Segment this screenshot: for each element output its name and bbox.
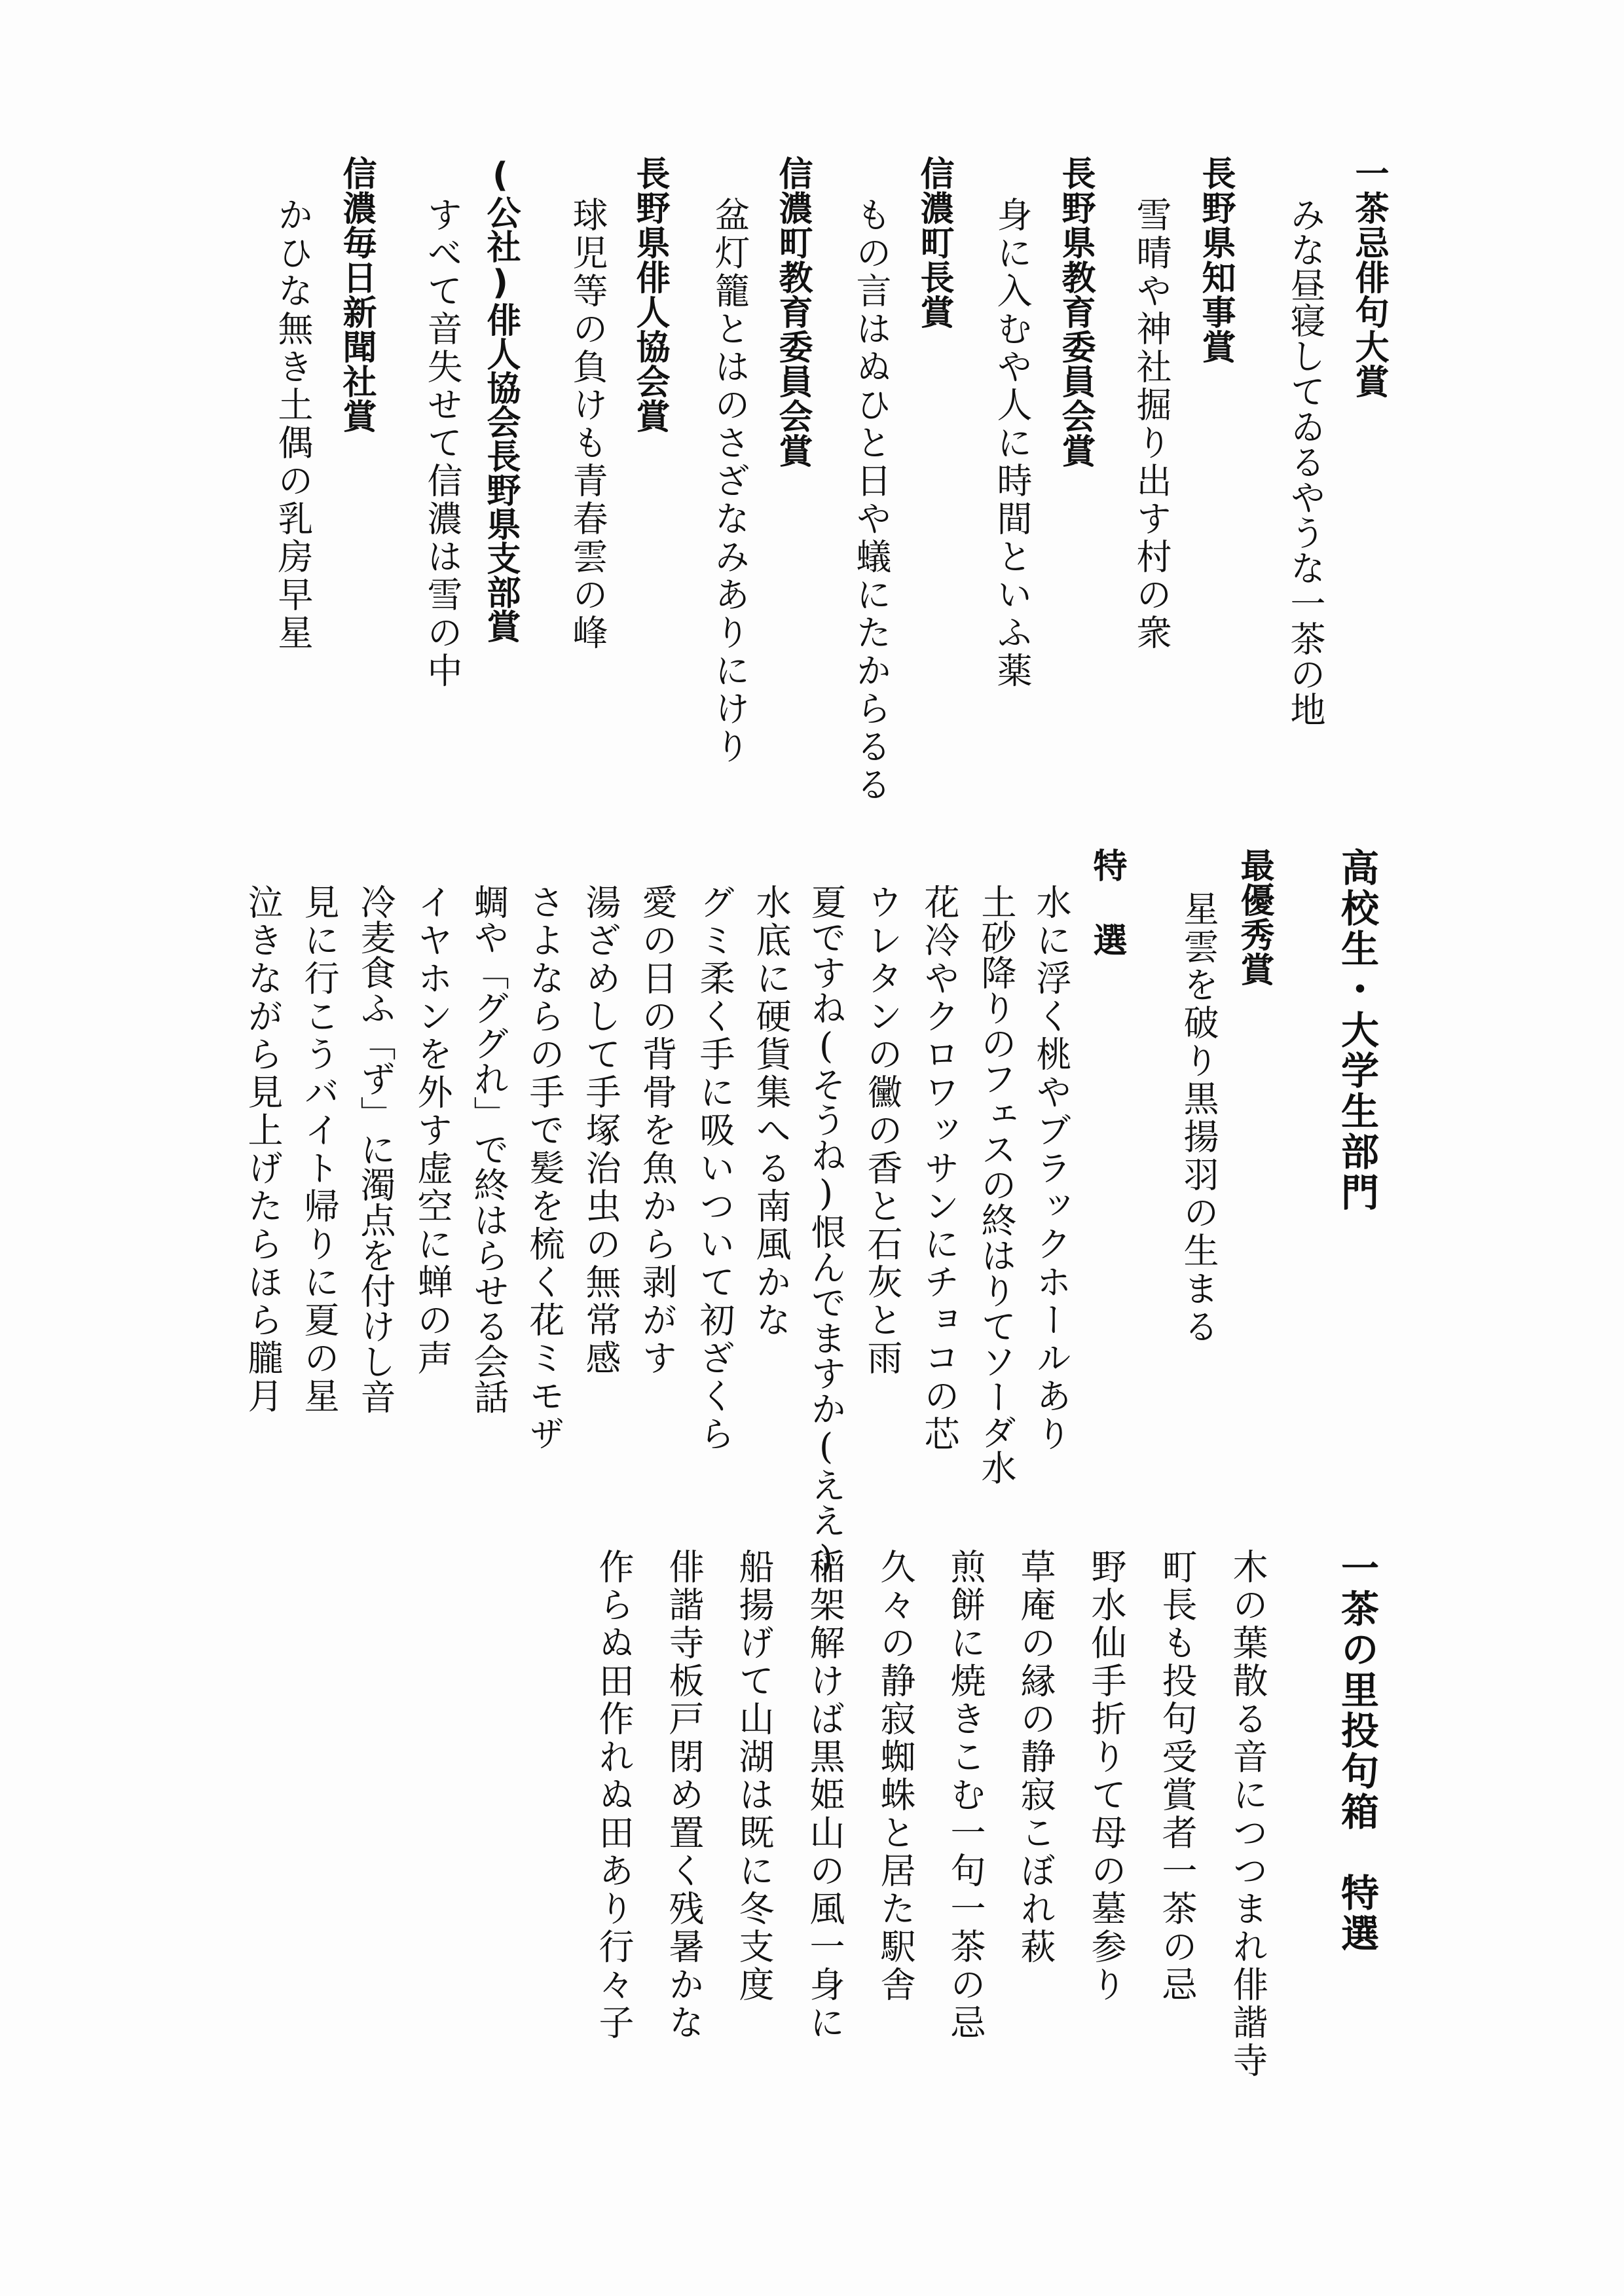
award-title: (公社)俳人協会長野県支部賞 <box>481 156 520 643</box>
haiku-line: イヤホンを外す虚空に蝉の声 <box>412 884 453 1377</box>
haiku-line: 野水仙手折りて母の墓参り <box>1086 1548 1127 2004</box>
haiku-line: 久々の静寂蜘蛛と居た駅舎 <box>875 1548 916 2004</box>
haiku-line: 水底に硬貨集へる南風かな <box>750 884 792 1339</box>
haiku-line: 冷麦食ふ「ず」に濁点を付けし音 <box>355 884 396 1414</box>
haiku-line: 愛の日の背骨を魚から剥がす <box>637 884 678 1377</box>
section-title: 一茶の里投句箱 特選 <box>1335 1548 1379 1954</box>
haiku-line: 水に浮く桃やブラックホールあり <box>1031 884 1072 1453</box>
award-title: 最優秀賞 <box>1234 848 1274 987</box>
award-haiku: 身に入むや人に時間といふ薬 <box>991 196 1033 690</box>
haiku-line: 稲架解けば黒姫山の風一身に <box>804 1548 845 2042</box>
award-haiku: かひな無き土偶の乳房早星 <box>272 196 314 652</box>
award-title: 信濃町長賞 <box>914 156 953 329</box>
award-haiku: 雪晴や神社掘り出す村の衆 <box>1131 196 1172 652</box>
award-title: 長野県知事賞 <box>1196 156 1235 364</box>
haiku-line: 土砂降りのフェスの終はりてソーダ水 <box>976 884 1017 1485</box>
haiku-line: 木の葉散る音につつまれ俳諧寺 <box>1227 1548 1268 2080</box>
award-haiku: すべて音失せて信濃は雪の中 <box>422 196 463 690</box>
section-title: 高校生・大学生部門 <box>1335 848 1379 1213</box>
haiku-line: 見に行こうバイト帰りに夏の星 <box>299 884 340 1415</box>
special-selection-label: 特 選 <box>1087 848 1126 957</box>
award-haiku: 盆灯籠とはのさざなみありにけり <box>709 196 750 766</box>
award-haiku: みな昼寝してゐるやうな一茶の地 <box>1285 196 1326 727</box>
haiku-line: 煎餅に焼きこむ一句一茶の忌 <box>945 1548 986 2042</box>
haiku-line: 作らぬ田作れぬ田あり行々子 <box>593 1548 635 2042</box>
haiku-line: ウレタンの黴の香と石灰と雨 <box>862 884 903 1377</box>
haiku-line: グミ柔く手に吸いついて初ざくら <box>694 884 735 1453</box>
haiku-line: 夏ですね(そうね)恨んでますか(ええ) <box>805 884 847 1579</box>
haiku-line: 花冷やクロワッサンにチョコの芯 <box>919 884 960 1453</box>
award-title: 信濃毎日新聞社賞 <box>337 156 376 433</box>
haiku-line: 草庵の縁の静寂こぼれ萩 <box>1015 1548 1056 1966</box>
award-title: 長野県教育委員会賞 <box>1056 156 1095 468</box>
award-haiku: 球児等の負けも青春雲の峰 <box>567 196 608 652</box>
haiku-line: 町長も投句受賞者一茶の忌 <box>1156 1548 1198 2004</box>
award-title: 信濃町教育委員会賞 <box>773 156 812 468</box>
award-title: 長野県俳人協会賞 <box>630 156 669 433</box>
award-title: 一茶忌俳句大賞 <box>1349 156 1388 399</box>
haiku-line: 俳諧寺板戸閉め置く残暑かな <box>663 1548 705 2042</box>
haiku-line: さよならの手で髪を梳く花ミモザ <box>524 884 565 1453</box>
award-haiku: もの言はぬひと日や蟻にたからるる <box>851 196 892 804</box>
haiku-line: 泣きながら見上げたらほら朧月 <box>242 884 284 1415</box>
haiku-line: 蜩や「ググれ」で終はらせる会話 <box>468 884 509 1414</box>
award-haiku: 星雲を破り黒揚羽の生まる <box>1178 890 1219 1346</box>
haiku-line: 湯ざめして手塚治虫の無常感 <box>580 884 621 1377</box>
haiku-line: 船揚げて山湖は既に冬支度 <box>733 1548 775 2004</box>
